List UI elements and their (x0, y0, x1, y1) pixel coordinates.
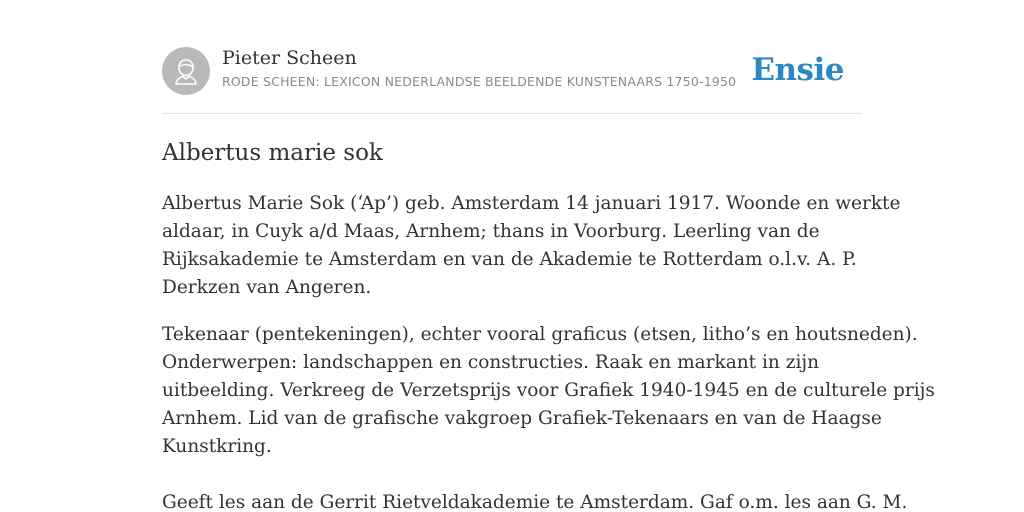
paragraph-line: uitbeelding. Verkreeg de Verzetsprijs voor Grafiek 1940-1945 en de culturele prijs (162, 380, 935, 401)
paragraph-line: Onderwerpen: landschappen en constructies. Raak en markant in zijn (162, 352, 820, 373)
paragraph-line: Kunstkring. (162, 436, 272, 457)
source-name[interactable]: RODE SCHEEN: LEXICON NEDERLANDSE BEELDENDE KUNSTENAARS 1750-1950 (222, 74, 737, 89)
article-title: Albertus marie sok (162, 140, 383, 166)
author-avatar[interactable] (162, 47, 210, 95)
paragraph-line: Rijksakademie te Amsterdam en van de Akademie te Rotterdam o.l.v. A. P. (162, 249, 857, 270)
paragraph-line: Albertus Marie Sok (‘Ap’) geb. Amsterdam 14 januari 1917. Woonde en werkte (162, 193, 901, 214)
user-avatar-icon (162, 47, 210, 95)
header-divider (162, 113, 862, 114)
paragraph-line: Tekenaar (pentekeningen), echter vooral graficus (etsen, litho’s en houtsneden). (162, 324, 918, 345)
article-paragraph-3 (162, 489, 908, 512)
author-name[interactable]: Pieter Scheen (222, 47, 357, 69)
ensie-logo[interactable]: Ensie (751, 52, 844, 88)
article-paragraph-1 (162, 190, 901, 302)
paragraph-line: aldaar, in Cuyk a/d Maas, Arnhem; thans in Voorburg. Leerling van de (162, 221, 820, 242)
paragraph-line: Arnhem. Lid van de grafische vakgroep Grafiek-Tekenaars en van de Haagse (162, 408, 882, 429)
article-paragraph-2 (162, 321, 935, 461)
article-header (162, 46, 862, 96)
paragraph-line: Geeft les aan de Gerrit Rietveldakademie te Amsterdam. Gaf o.m. les aan G. M. (162, 492, 908, 512)
paragraph-line: Derkzen van Angeren. (162, 277, 372, 298)
